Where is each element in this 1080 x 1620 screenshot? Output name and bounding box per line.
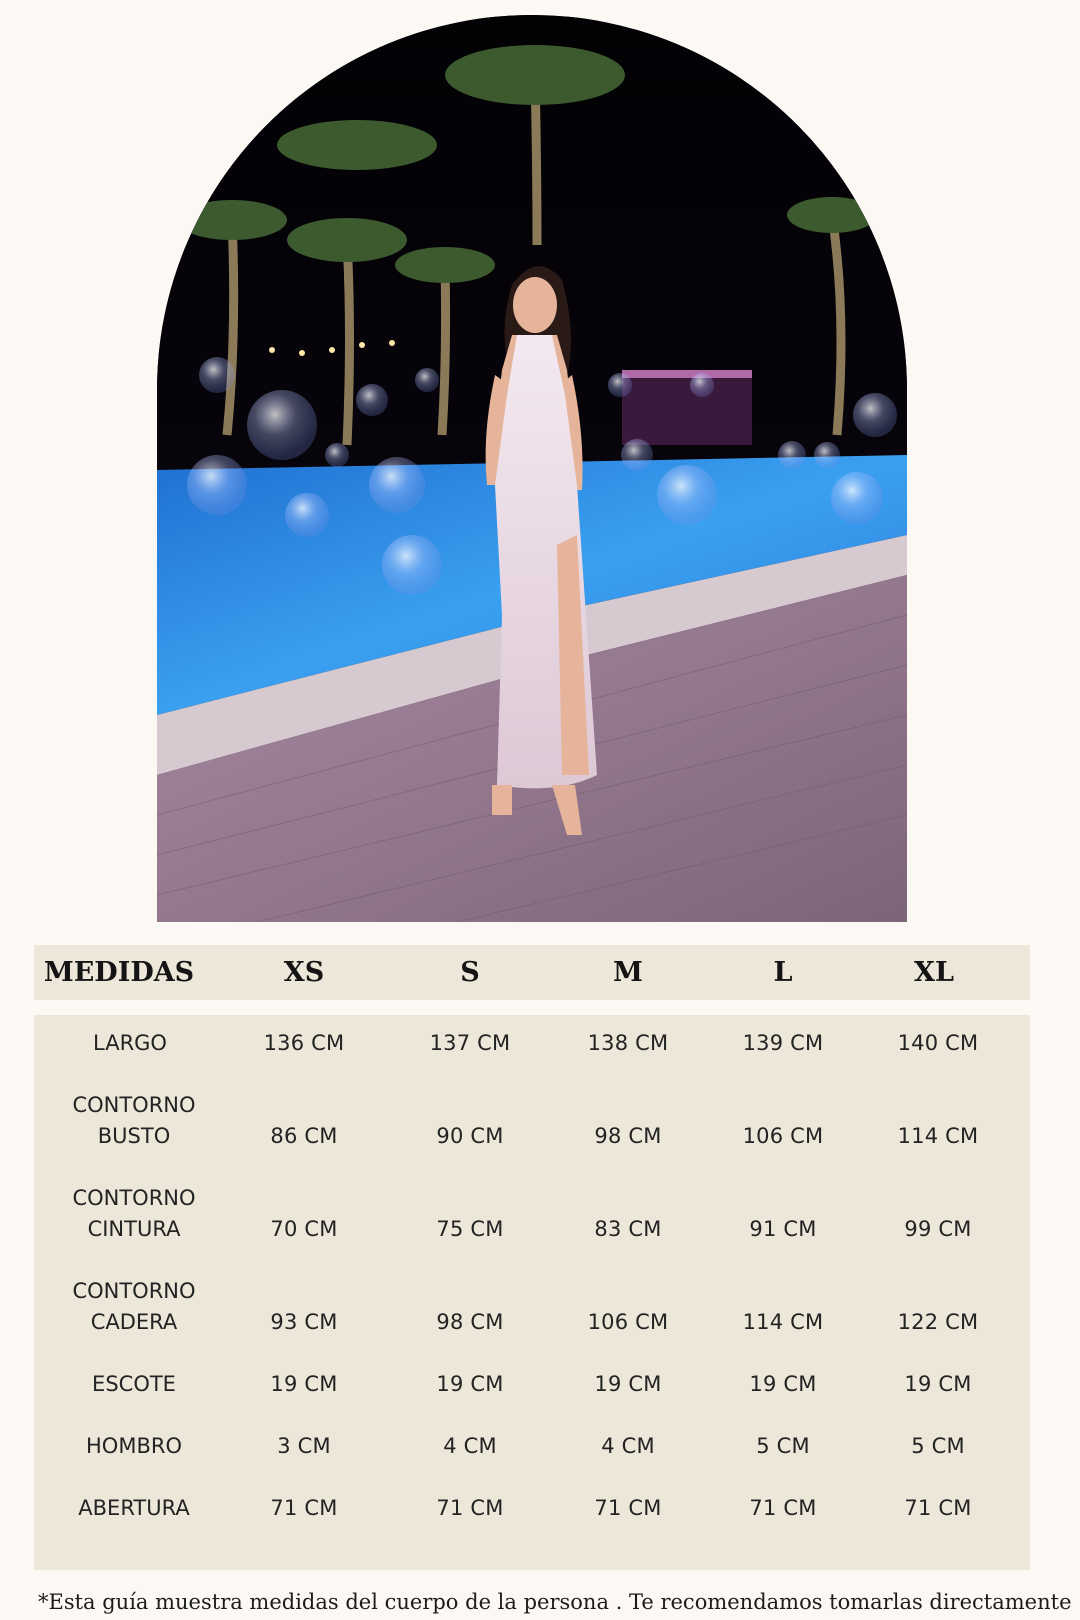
size-cell: 106 CM — [587, 1310, 669, 1334]
row-label: CONTORNO CINTURA — [72, 1186, 196, 1241]
row-label: CONTORNO CADERA — [72, 1279, 196, 1334]
size-cell: 3 CM — [277, 1434, 331, 1458]
size-cell: 71 CM — [904, 1496, 972, 1520]
size-cell: 136 CM — [263, 1031, 345, 1055]
size-cell: 98 CM — [594, 1124, 662, 1148]
size-cell: 19 CM — [436, 1372, 504, 1396]
size-cell: 122 CM — [897, 1310, 979, 1334]
size-cell: 83 CM — [594, 1217, 662, 1241]
size-cell: 71 CM — [270, 1496, 338, 1520]
size-cell: 19 CM — [594, 1372, 662, 1396]
size-cell: 5 CM — [911, 1434, 965, 1458]
size-cell: 90 CM — [436, 1124, 504, 1148]
size-cell: 139 CM — [742, 1031, 824, 1055]
header-measures: MEDIDAS — [43, 957, 195, 988]
size-cell: 93 CM — [270, 1310, 338, 1334]
size-cell: 19 CM — [904, 1372, 972, 1396]
size-cell: 114 CM — [897, 1124, 979, 1148]
size-table-header — [34, 945, 1030, 1000]
header-size-l: L — [773, 957, 793, 988]
size-cell: 86 CM — [270, 1124, 338, 1148]
size-cell: 5 CM — [756, 1434, 810, 1458]
row-label: CONTORNO BUSTO — [72, 1093, 196, 1148]
size-cell: 75 CM — [436, 1217, 504, 1241]
size-cell: 114 CM — [742, 1310, 824, 1334]
header-size-s: S — [460, 957, 480, 988]
size-cell: 71 CM — [594, 1496, 662, 1520]
size-cell: 70 CM — [270, 1217, 338, 1241]
row-label: LARGO — [93, 1031, 167, 1055]
size-cell: 91 CM — [749, 1217, 817, 1241]
size-cell: 98 CM — [436, 1310, 504, 1334]
footnote: *Esta guía muestra medidas del cuerpo de la persona . Te recomendamos tomarlas directamente — [38, 1590, 1072, 1614]
row-label: HOMBRO — [86, 1434, 182, 1458]
size-cell: 137 CM — [429, 1031, 511, 1055]
size-cell: 71 CM — [749, 1496, 817, 1520]
size-cell: 99 CM — [904, 1217, 972, 1241]
size-cell: 19 CM — [749, 1372, 817, 1396]
photo-illustration — [157, 15, 907, 922]
size-cell: 106 CM — [742, 1124, 824, 1148]
size-cell: 140 CM — [897, 1031, 979, 1055]
product-photo — [157, 15, 907, 922]
header-size-xs: XS — [283, 957, 325, 988]
header-size-xl: XL — [914, 957, 954, 988]
row-label: ESCOTE — [92, 1372, 176, 1396]
size-cell: 4 CM — [601, 1434, 655, 1458]
size-cell: 138 CM — [587, 1031, 669, 1055]
size-cell: 19 CM — [270, 1372, 338, 1396]
header-size-m: M — [613, 957, 643, 988]
row-label: ABERTURA — [78, 1496, 190, 1520]
size-cell: 71 CM — [436, 1496, 504, 1520]
size-table-body — [34, 1015, 1030, 1570]
size-cell: 4 CM — [443, 1434, 497, 1458]
